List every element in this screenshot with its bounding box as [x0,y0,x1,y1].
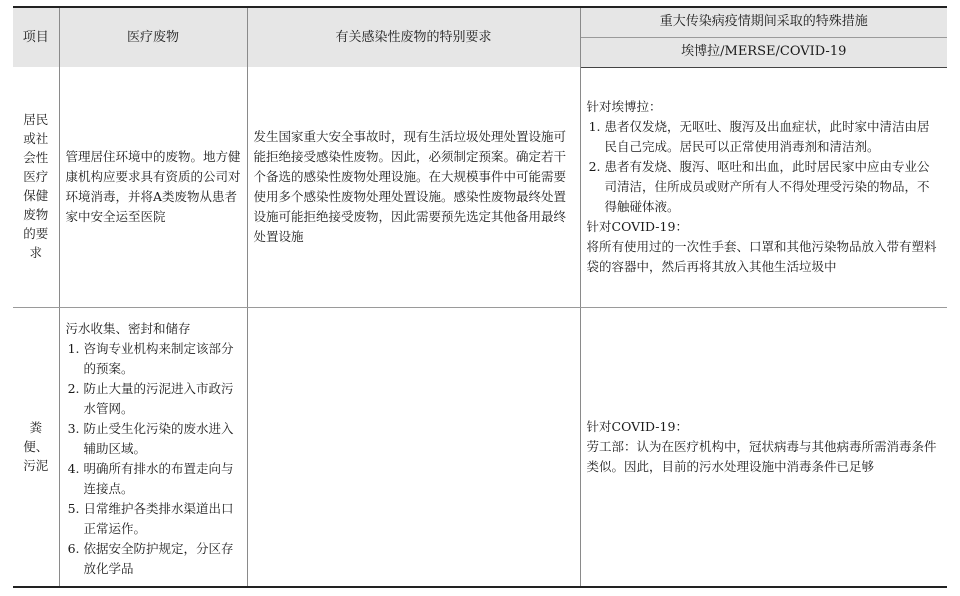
row2-measures-text: 劳工部：认为在医疗机构中，冠状病毒与其他病毒所需消毒条件类似。因此，目前的污水处理设施中消毒条件已足够 [586,438,937,474]
row1-waste [59,67,247,307]
list-item: 6. 依据安全防护规定，分区存放化学品 [84,539,241,579]
row1-measures-heading-covid: 针对COVID-19： [586,219,688,234]
row1-measures [580,67,947,307]
row2-measures-heading: 针对COVID-19： [586,418,688,434]
row2-waste-heading: 污水收集、密封和储存 [65,320,191,336]
row2-item [13,307,59,587]
measures-table [13,6,947,588]
list-item: 5. 日常维护各类排水渠道出口正常运作。 [84,499,241,539]
row2-measures [580,307,947,587]
list-item: 2. 防止大量的污泥进入市政污水管网。 [84,379,241,419]
row1-requirements-text: 发生国家重大安全事故时，现有生活垃圾处理处置设施可能拒绝接受感染性废物。因此，必须制定预案。确定若干个备选的感染性废物处理设施。在大规模事件中可能需要使用多个感染性废物处理处置设施。感染性废物最终处置设施可能拒绝接受废物，因此需要预先选定其他备用最终处置设施 [253,128,567,244]
list-item: 1. 咨询专业机构来制定该部分的预案。 [84,339,241,379]
row2-requirements [247,307,580,587]
header-measures: 重大传染病疫情期间采取的特殊措施 [580,7,947,37]
list-item: 1. 患者仅发烧，无呕吐、腹泻及出血症状，此时家中清洁由居民自己完成。居民可以正常使用消毒剂和清洁剂。 [605,117,942,157]
row1-item-label: 居民或社会性医疗保健废物的要求 [23,112,49,261]
header-measures-sub: 埃博拉/MERSE/COVID-19 [580,37,947,67]
row1-waste-text: 管理居住环境中的废物。地方健康机构应要求具有资质的公司对环境消毒，并将A类废物从患者家中安全运至医院 [65,148,241,224]
row2-waste-list [66,339,241,579]
list-item: 4. 明确所有排水的布置走向与连接点。 [84,459,241,499]
row2-waste [59,307,247,587]
header-requirements: 有关感染性废物的特别要求 [247,7,580,67]
row1-requirements [247,67,580,307]
row1-item [13,67,59,307]
list-item: 3. 防止受生化污染的废水进入辅助区域。 [84,419,241,459]
row1-measures-heading-ebola: 针对埃博拉： [586,99,662,114]
row2-item-label: 粪便、污泥 [23,419,49,473]
row1-measures-list [587,117,942,217]
row1-measures-covid-text: 将所有使用过的一次性手套、口罩和其他污染物品放入带有塑料袋的容器中，然后再将其放入其他生活垃圾中 [586,239,937,274]
header-item: 项目 [13,7,59,67]
header-waste: 医疗废物 [59,7,247,67]
list-item: 2. 患者有发烧、腹泻、呕吐和出血，此时居民家中应由专业公司清洁，住所成员或财产所有人不得处理受污染的物品，不得触碰体液。 [605,157,942,217]
